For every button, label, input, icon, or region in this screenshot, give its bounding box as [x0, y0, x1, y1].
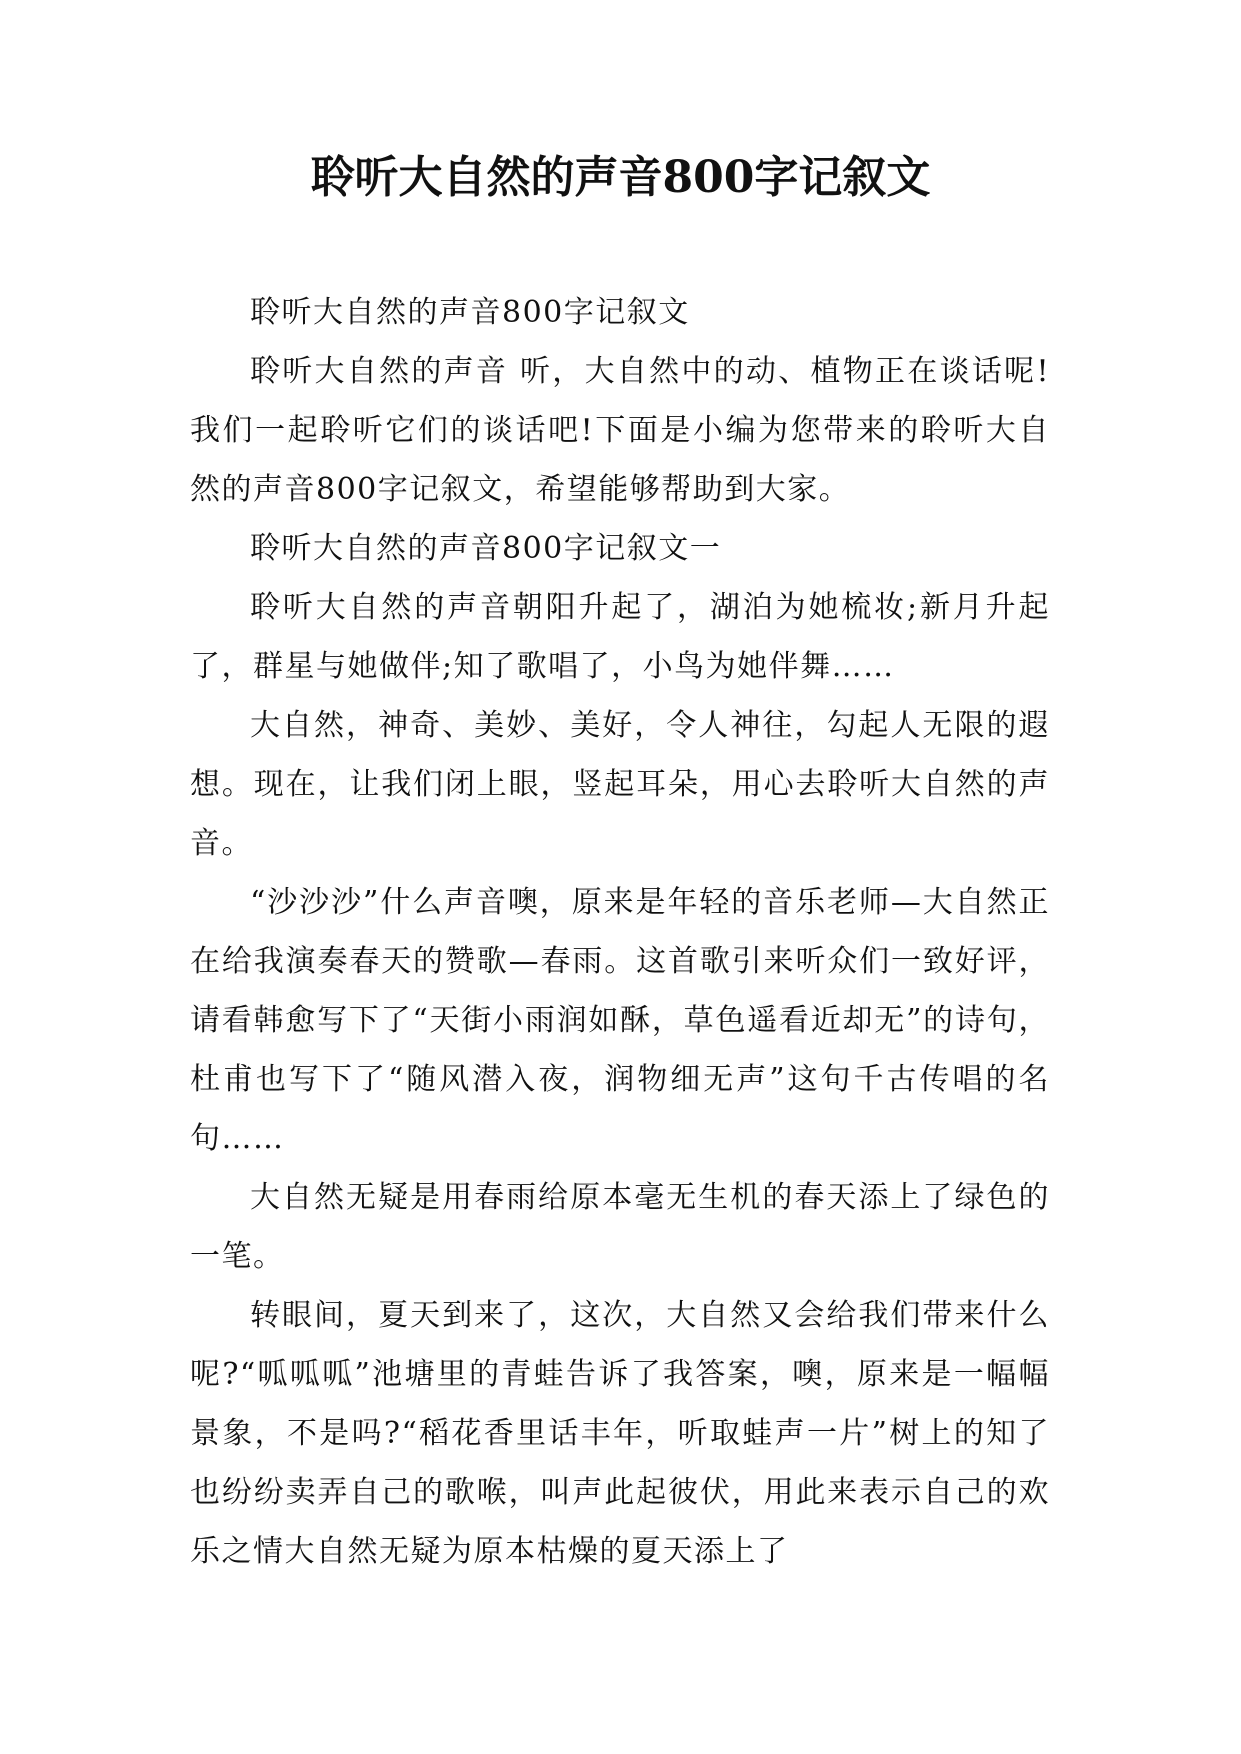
paragraph-spring-green: 大自然无疑是用春雨给原本毫无生机的春天添上了绿色的一笔。	[190, 1180, 1050, 1274]
paragraph-sunrise: 聆听大自然的声音朝阳升起了，湖泊为她梳妆;新月升起了，群星与她做伴;知了歌唱了，小鸟为她伴舞……	[190, 590, 1050, 684]
document-body	[190, 283, 1050, 1581]
paragraph-intro: 聆听大自然的声音 听，大自然中的动、植物正在谈话呢!我们一起聆听它们的谈话吧!下面是小编为您带来的聆听大自然的声音800字记叙文，希望能够帮助到大家。	[190, 354, 1050, 507]
paragraph-section-heading: 聆听大自然的声音800字记叙文一	[250, 531, 722, 566]
paragraph-subtitle: 聆听大自然的声音800字记叙文	[250, 295, 690, 330]
document-title: 聆听大自然的声音800字记叙文	[310, 152, 931, 203]
paragraph-nature-wonder: 大自然，神奇、美妙、美好，令人神往，勾起人无限的遐想。现在，让我们闭上眼，竖起耳朵，用心去聆听大自然的声音。	[190, 708, 1050, 861]
paragraph-spring-rain: “沙沙沙”什么声音噢，原来是年轻的音乐老师—大自然正在给我演奏春天的赞歌—春雨。这首歌引来听众们一致好评，请看韩愈写下了“天街小雨润如酥，草色遥看近却无”的诗句，杜甫也写下了“随风潜入夜，润物细无声”这句千古传唱的名句……	[190, 885, 1050, 1156]
paragraph-summer: 转眼间，夏天到来了，这次，大自然又会给我们带来什么呢?“呱呱呱”池塘里的青蛙告诉了我答案，噢，原来是一幅幅景象，不是吗?“稻花香里话丰年，听取蛙声一片”树上的知了也纷纷卖弄自己的歌喉，叫声此起彼伏，用此来表示自己的欢乐之情大自然无疑为原本枯燥的夏天添上了	[190, 1298, 1050, 1569]
